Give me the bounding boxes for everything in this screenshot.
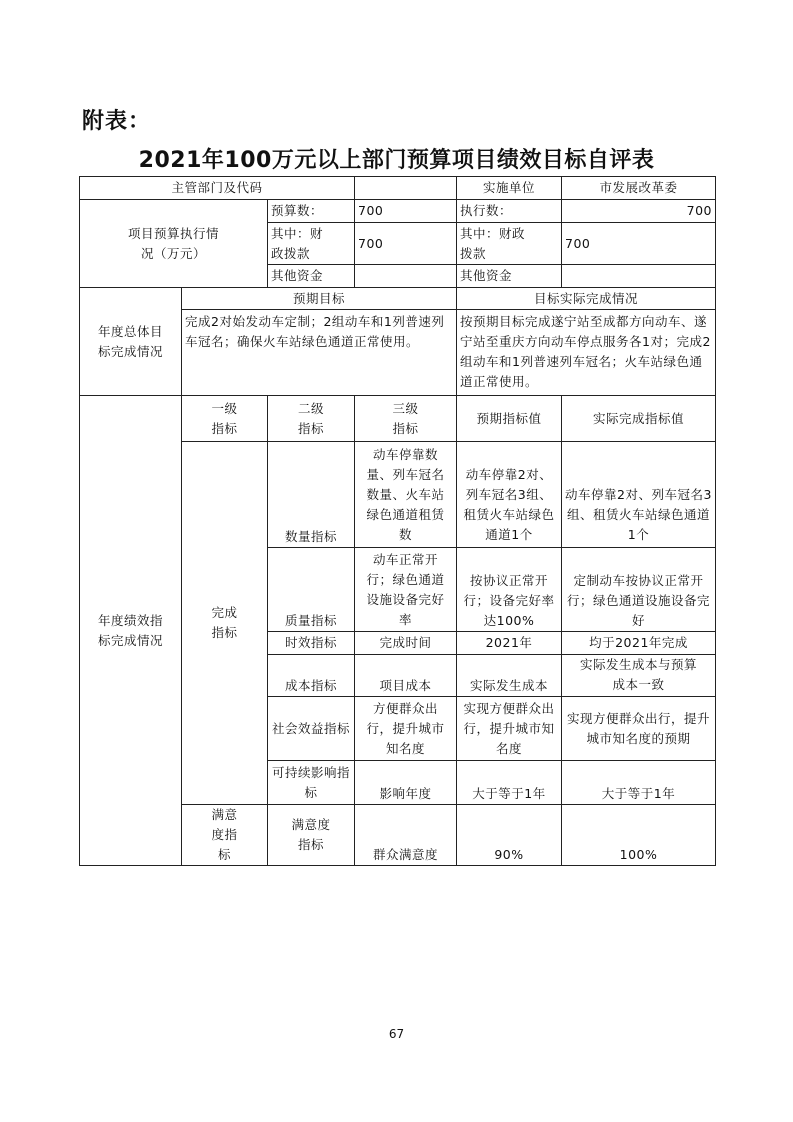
exec-amount-label: 执行数：	[457, 200, 562, 223]
indicator-level2: 成本指标	[268, 655, 355, 697]
performance-label: 年度绩效指标完成情况	[80, 396, 182, 866]
evaluation-table	[79, 176, 716, 866]
indicator-actual: 均于2021年完成	[562, 632, 716, 655]
actual-goal-header: 目标实际完成情况	[457, 288, 716, 310]
indicator-actual: 动车停靠2对、列车冠名3组、租赁火车站绿色通道1个	[562, 442, 716, 548]
exec-amount-value: 700	[562, 200, 716, 223]
dept-label: 主管部门及代码	[80, 177, 355, 200]
other-funds-label: 其他资金	[268, 265, 355, 288]
appendix-heading: 附表：	[82, 109, 152, 134]
other-funds-exec	[562, 265, 716, 288]
indicator-level2: 质量指标	[268, 548, 355, 632]
col-level1-header: 一级指标	[182, 396, 268, 442]
satisfaction-expected: 90%	[457, 805, 562, 866]
impl-label: 实施单位	[457, 177, 562, 200]
budget-amount-value: 700	[355, 200, 457, 223]
page-number: 67	[388, 1027, 405, 1041]
actual-goal-text: 按预期目标完成遂宁站至成都方向动车、遂宁站至重庆方向动车停点服务各1对；完成2组动车和1列普速列车冠名；火车站绿色通道正常使用。	[457, 310, 716, 396]
col-actual-header: 实际完成指标值	[562, 396, 716, 442]
other-funds-exec-label: 其他资金	[457, 265, 562, 288]
indicator-level2: 可持续影响指标	[268, 761, 355, 805]
indicator-expected: 大于等于1年	[457, 761, 562, 805]
indicator-expected: 2021年	[457, 632, 562, 655]
indicator-level2: 数量指标	[268, 442, 355, 548]
indicator-level2: 时效指标	[268, 632, 355, 655]
expected-goal-header: 预期目标	[182, 288, 457, 310]
fiscal-exec-value: 700	[562, 223, 716, 265]
indicator-level3: 项目成本	[355, 655, 457, 697]
indicator-actual: 实现方便群众出行，提升城市知名度的预期	[562, 697, 716, 761]
indicator-expected: 实际发生成本	[457, 655, 562, 697]
col-expected-header: 预期指标值	[457, 396, 562, 442]
page-title: 2021年100万元以上部门预算项目绩效目标自评表	[138, 148, 655, 173]
indicator-level3: 动车停靠数量、列车冠名数量、火车站绿色通道租赁数	[355, 442, 457, 548]
other-funds-budget	[355, 265, 457, 288]
satisfaction-level3: 群众满意度	[355, 805, 457, 866]
col-level3-header: 三级指标	[355, 396, 457, 442]
indicator-expected: 实现方便群众出行，提升城市知名度	[457, 697, 562, 761]
budget-amount-label: 预算数：	[268, 200, 355, 223]
completion-indicator-label: 完成指标	[182, 442, 268, 805]
annual-goal-label: 年度总体目标完成情况	[80, 288, 182, 396]
indicator-level3: 动车正常开行；绿色通道设施设备完好率	[355, 548, 457, 632]
indicator-actual: 实际发生成本与预算成本一致	[562, 655, 716, 697]
indicator-expected: 动车停靠2对、列车冠名3组、租赁火车站绿色通道1个	[457, 442, 562, 548]
indicator-level3: 方便群众出行，提升城市知名度	[355, 697, 457, 761]
fiscal-budget-value: 700	[355, 223, 457, 265]
indicator-actual: 定制动车按协议正常开行；绿色通道设施设备完好	[562, 548, 716, 632]
satisfaction-level2: 满意度指标	[268, 805, 355, 866]
indicator-level2: 社会效益指标	[268, 697, 355, 761]
indicator-level3: 影响年度	[355, 761, 457, 805]
satisfaction-actual: 100%	[562, 805, 716, 866]
indicator-actual: 大于等于1年	[562, 761, 716, 805]
expected-goal-text: 完成2对始发动车定制；2组动车和1列普速列车冠名；确保火车站绿色通道正常使用。	[182, 310, 457, 396]
satisfaction-level1: 满意度指标	[182, 805, 268, 866]
indicator-expected: 按协议正常开行；设备完好率达100%	[457, 548, 562, 632]
impl-value: 市发展改革委	[562, 177, 716, 200]
fiscal-exec-label: 其中：财政拨款	[457, 223, 562, 265]
indicator-level3: 完成时间	[355, 632, 457, 655]
budget-label: 项目预算执行情况（万元）	[80, 200, 268, 288]
dept-value	[355, 177, 457, 200]
col-level2-header: 二级指标	[268, 396, 355, 442]
fiscal-budget-label: 其中：财政拨款	[268, 223, 355, 265]
